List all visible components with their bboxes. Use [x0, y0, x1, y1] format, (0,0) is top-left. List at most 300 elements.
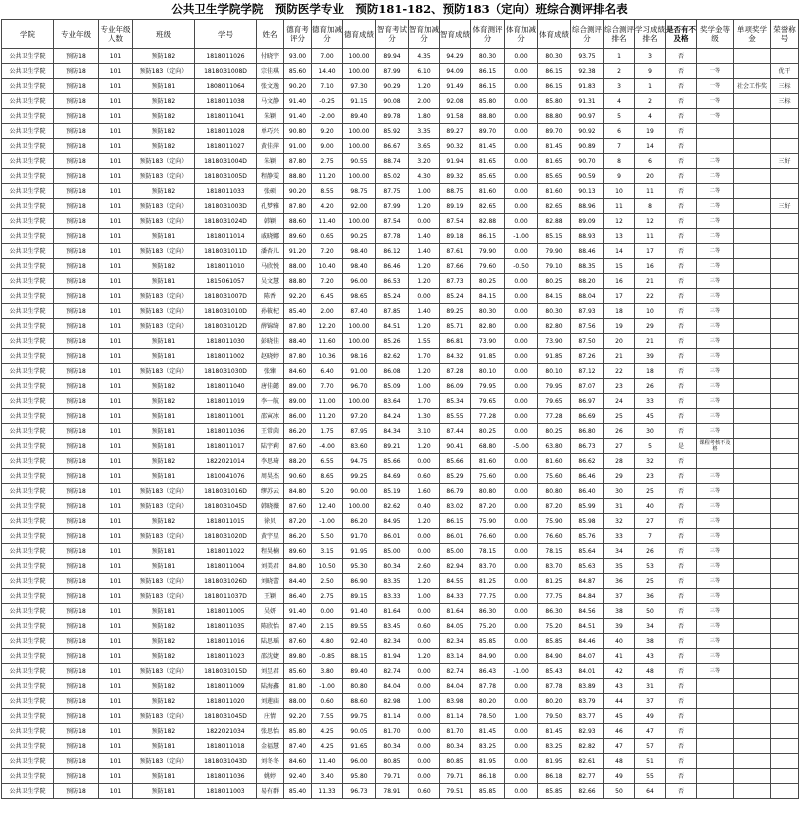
table-cell: [734, 229, 771, 244]
table-cell: [734, 514, 771, 529]
table-cell: 89.00: [284, 379, 312, 394]
table-cell: 86.40: [284, 589, 312, 604]
table-cell: 101: [99, 79, 133, 94]
table-cell: 63.80: [538, 439, 571, 454]
table-cell: 50: [635, 604, 666, 619]
table-cell: 公共卫生学院: [2, 229, 54, 244]
table-cell: 40: [604, 634, 635, 649]
table-cell: 82.74: [376, 664, 409, 679]
table-cell: 预防183（定向）: [133, 199, 195, 214]
table-cell: 预防183（定向）: [133, 64, 195, 79]
table-cell: [771, 529, 799, 544]
table-row: [2, 724, 799, 739]
table-cell: 三标: [771, 94, 799, 109]
table-cell: 32: [604, 514, 635, 529]
table-cell: 预防183（定向）: [133, 289, 195, 304]
table-cell: 80.25: [538, 274, 571, 289]
table-cell: 91.70: [343, 529, 376, 544]
table-cell: 否: [666, 619, 697, 634]
table-cell: 101: [99, 214, 133, 229]
table-cell: 预防183（定向）: [133, 154, 195, 169]
table-cell: 82.65: [538, 199, 571, 214]
table-cell: 公共卫生学院: [2, 319, 54, 334]
table-cell: 92.08: [440, 94, 471, 109]
table-cell: 81.45: [471, 724, 505, 739]
table-cell: 91.95: [343, 544, 376, 559]
table-cell: 77.75: [538, 589, 571, 604]
table-cell: [734, 124, 771, 139]
table-cell: 100.00: [343, 169, 376, 184]
table-cell: 100.00: [343, 124, 376, 139]
table-cell: 36: [635, 589, 666, 604]
table-cell: 否: [666, 739, 697, 754]
table-cell: 89.27: [440, 124, 471, 139]
table-cell: 预防18: [54, 64, 99, 79]
table-cell: [771, 244, 799, 259]
table-cell: 2.00: [312, 304, 343, 319]
table-cell: 预防181: [133, 229, 195, 244]
table-cell: 预防18: [54, 784, 99, 799]
table-cell: 80.20: [538, 694, 571, 709]
table-cell: 预防182: [133, 109, 195, 124]
table-cell: 86.73: [571, 439, 604, 454]
table-cell: 三等: [697, 364, 734, 379]
table-cell: 二等: [697, 154, 734, 169]
header-cell: 智育成绩: [440, 20, 471, 49]
header-cell: 奖学金等级: [697, 20, 734, 49]
table-cell: 83.33: [376, 589, 409, 604]
table-cell: 6.40: [312, 364, 343, 379]
table-cell: 5: [604, 109, 635, 124]
table-cell: 86.01: [376, 529, 409, 544]
table-cell: 预防18: [54, 724, 99, 739]
table-cell: 1.20: [409, 439, 440, 454]
table-cell: 否: [666, 184, 697, 199]
table-cell: 公共卫生学院: [2, 634, 54, 649]
table-cell: -1.00: [312, 514, 343, 529]
table-cell: 预防18: [54, 709, 99, 724]
table-cell: 1818031003D: [195, 199, 257, 214]
table-cell: 10.40: [312, 259, 343, 274]
table-cell: [771, 349, 799, 364]
table-cell: 二等: [697, 199, 734, 214]
table-cell: 1818011001: [195, 409, 257, 424]
table-cell: 75.90: [538, 514, 571, 529]
table-cell: [771, 334, 799, 349]
table-cell: 82.65: [471, 199, 505, 214]
table-cell: 83.02: [440, 499, 471, 514]
table-cell: 11.40: [312, 754, 343, 769]
table-cell: 三等: [697, 529, 734, 544]
table-cell: 81.65: [471, 154, 505, 169]
table-cell: 96.00: [343, 274, 376, 289]
table-cell: 83.25: [471, 739, 505, 754]
table-cell: 101: [99, 754, 133, 769]
table-cell: 81.64: [440, 604, 471, 619]
table-cell: 22: [604, 364, 635, 379]
table-cell: 6.45: [312, 289, 343, 304]
table-cell: [734, 244, 771, 259]
table-cell: [771, 604, 799, 619]
table-cell: 84.46: [571, 634, 604, 649]
table-cell: [771, 754, 799, 769]
table-cell: [771, 439, 799, 454]
table-cell: 83.70: [471, 559, 505, 574]
table-cell: 否: [666, 64, 697, 79]
table-cell: 84.07: [571, 649, 604, 664]
table-cell: 11.20: [312, 169, 343, 184]
table-cell: 0.00: [505, 769, 538, 784]
table-cell: [697, 49, 734, 64]
table-cell: 101: [99, 244, 133, 259]
table-cell: 预防183（定向）: [133, 709, 195, 724]
table-cell: 89.55: [343, 619, 376, 634]
table-cell: 否: [666, 214, 697, 229]
table-cell: 23: [604, 379, 635, 394]
table-cell: 101: [99, 364, 133, 379]
table-cell: 86.90: [343, 574, 376, 589]
table-cell: [771, 694, 799, 709]
table-cell: [734, 499, 771, 514]
table-cell: 0.00: [505, 154, 538, 169]
table-cell: 1.20: [409, 319, 440, 334]
table-cell: 83.77: [571, 709, 604, 724]
table-cell: 三好: [771, 154, 799, 169]
table-cell: 85.40: [284, 304, 312, 319]
table-cell: [734, 574, 771, 589]
table-cell: 预防183（定向）: [133, 574, 195, 589]
table-cell: 5.20: [312, 484, 343, 499]
table-cell: [771, 259, 799, 274]
table-cell: 预防18: [54, 484, 99, 499]
table-cell: 公共卫生学院: [2, 94, 54, 109]
table-cell: 85.15: [538, 229, 571, 244]
table-cell: 预防183（定向）: [133, 304, 195, 319]
table-cell: 三等: [697, 634, 734, 649]
header-cell: 德育考评分: [284, 20, 312, 49]
table-cell: 1.00: [409, 379, 440, 394]
table-cell: 51: [635, 754, 666, 769]
table-cell: 84.24: [376, 409, 409, 424]
table-cell: 89.94: [376, 49, 409, 64]
table-cell: 19: [635, 124, 666, 139]
table-cell: 86.20: [284, 424, 312, 439]
table-cell: -2.00: [312, 109, 343, 124]
table-cell: 1818031008D: [195, 64, 257, 79]
table-cell: 赵晓婷: [257, 349, 284, 364]
table-cell: 85.29: [440, 469, 471, 484]
table-cell: [734, 469, 771, 484]
table-cell: 公共卫生学院: [2, 424, 54, 439]
table-cell: 80.80: [343, 679, 376, 694]
table-cell: 黄宇星: [257, 529, 284, 544]
table-cell: 84.01: [571, 664, 604, 679]
table-cell: 93.75: [571, 49, 604, 64]
table-cell: 84.15: [538, 289, 571, 304]
table-row: [2, 169, 799, 184]
table-cell: 否: [666, 574, 697, 589]
table-cell: 0.00: [505, 169, 538, 184]
table-cell: 77.75: [471, 589, 505, 604]
table-cell: 预防18: [54, 319, 99, 334]
table-cell: 3.10: [409, 424, 440, 439]
table-cell: 87.56: [571, 319, 604, 334]
table-cell: 预防18: [54, 349, 99, 364]
table-cell: [734, 274, 771, 289]
table-cell: 预防18: [54, 454, 99, 469]
table-cell: 97.30: [343, 79, 376, 94]
table-cell: [734, 64, 771, 79]
table-cell: 83.35: [376, 574, 409, 589]
table-cell: [734, 769, 771, 784]
table-cell: 79.90: [471, 244, 505, 259]
table-cell: 潘杏儿: [257, 244, 284, 259]
table-row: [2, 364, 799, 379]
table-cell: 85.00: [376, 544, 409, 559]
table-cell: 85.80: [471, 94, 505, 109]
table-cell: 公共卫生学院: [2, 214, 54, 229]
table-cell: 否: [666, 634, 697, 649]
table-cell: 0.00: [505, 64, 538, 79]
table-cell: 88.20: [284, 454, 312, 469]
table-cell: 87.61: [440, 244, 471, 259]
table-cell: 87.44: [440, 424, 471, 439]
table-cell: 91.40: [284, 109, 312, 124]
table-cell: 公共卫生学院: [2, 169, 54, 184]
table-cell: 预防18: [54, 229, 99, 244]
table-cell: 84.69: [376, 469, 409, 484]
table-cell: 预防18: [54, 274, 99, 289]
table-cell: 86.01: [440, 529, 471, 544]
table-cell: 19: [604, 319, 635, 334]
table-cell: [734, 484, 771, 499]
table-cell: 18: [635, 364, 666, 379]
table-cell: 81.70: [440, 724, 471, 739]
table-cell: [771, 109, 799, 124]
table-cell: [771, 454, 799, 469]
table-cell: [734, 559, 771, 574]
table-row: [2, 274, 799, 289]
table-cell: 1818011018: [195, 739, 257, 754]
table-cell: 89.15: [343, 589, 376, 604]
table-cell: 1818031020D: [195, 529, 257, 544]
table-row: [2, 709, 799, 724]
table-cell: 101: [99, 784, 133, 799]
table-cell: 91.85: [538, 349, 571, 364]
header-cell: 专业年级: [54, 20, 99, 49]
table-cell: 是: [666, 439, 697, 454]
table-cell: 90.60: [284, 469, 312, 484]
table-cell: 1818011037D: [195, 589, 257, 604]
table-cell: 公共卫生学院: [2, 784, 54, 799]
table-cell: 81.94: [376, 649, 409, 664]
table-cell: 否: [666, 499, 697, 514]
table-cell: 1818011035: [195, 619, 257, 634]
table-cell: 三等: [697, 424, 734, 439]
table-cell: 87.78: [471, 679, 505, 694]
table-cell: 否: [666, 379, 697, 394]
table-cell: 97.20: [343, 409, 376, 424]
table-cell: 80.20: [471, 694, 505, 709]
table-cell: 预防181: [133, 349, 195, 364]
table-cell: 75.90: [471, 514, 505, 529]
header-cell: 综合测评分: [571, 20, 604, 49]
table-cell: 4.20: [312, 199, 343, 214]
table-cell: 预防18: [54, 499, 99, 514]
table-cell: 98.40: [343, 244, 376, 259]
table-cell: 1818031043D: [195, 754, 257, 769]
table-cell: 25: [635, 574, 666, 589]
table-cell: 预防18: [54, 559, 99, 574]
table-cell: 85.40: [284, 784, 312, 799]
table-cell: 87.20: [284, 514, 312, 529]
table-cell: 83.25: [538, 739, 571, 754]
table-cell: 90.08: [376, 94, 409, 109]
table-cell: [734, 664, 771, 679]
table-cell: 韩晓薇: [257, 499, 284, 514]
table-cell: 100.00: [343, 49, 376, 64]
table-row: [2, 244, 799, 259]
table-cell: 0.00: [505, 589, 538, 604]
table-cell: 101: [99, 559, 133, 574]
table-row: [2, 259, 799, 274]
table-cell: [771, 634, 799, 649]
table-cell: 87.40: [284, 739, 312, 754]
table-cell: 86.46: [376, 259, 409, 274]
table-cell: 86.09: [440, 379, 471, 394]
table-cell: 1818031011D: [195, 244, 257, 259]
table-cell: 预防183（定向）: [133, 214, 195, 229]
table-cell: 公共卫生学院: [2, 589, 54, 604]
table-cell: 公共卫生学院: [2, 739, 54, 754]
table-cell: 12.20: [312, 319, 343, 334]
table-cell: 73.90: [471, 334, 505, 349]
table-cell: 90.59: [571, 169, 604, 184]
table-cell: 101: [99, 94, 133, 109]
table-cell: 否: [666, 304, 697, 319]
table-cell: 14: [635, 139, 666, 154]
table-cell: 81.60: [471, 184, 505, 199]
table-cell: 1.80: [409, 109, 440, 124]
table-cell: 9: [604, 169, 635, 184]
table-cell: 100.00: [343, 499, 376, 514]
table-cell: 公共卫生学院: [2, 724, 54, 739]
table-cell: 80.80: [538, 484, 571, 499]
table-cell: 一等: [697, 94, 734, 109]
table-cell: 86.15: [538, 64, 571, 79]
table-cell: 陆海鑫: [257, 679, 284, 694]
table-cell: 预防18: [54, 604, 99, 619]
table-cell: 0.00: [505, 349, 538, 364]
table-cell: 公共卫生学院: [2, 769, 54, 784]
table-cell: 82.66: [571, 784, 604, 799]
table-cell: 82.34: [376, 634, 409, 649]
table-cell: 公共卫生学院: [2, 124, 54, 139]
table-cell: 101: [99, 649, 133, 664]
table-cell: 0.00: [505, 289, 538, 304]
table-cell: [734, 724, 771, 739]
table-cell: 1818011036: [195, 424, 257, 439]
table-cell: 三等: [697, 379, 734, 394]
table-cell: 88.80: [538, 109, 571, 124]
table-cell: 预防182: [133, 634, 195, 649]
table-cell: 83.98: [440, 694, 471, 709]
table-cell: 预防181: [133, 784, 195, 799]
table-cell: 50: [604, 784, 635, 799]
table-cell: 0.00: [409, 454, 440, 469]
table-cell: [697, 709, 734, 724]
table-cell: [734, 529, 771, 544]
table-cell: 一等: [697, 64, 734, 79]
table-cell: 83.60: [343, 439, 376, 454]
table-cell: 92.20: [284, 709, 312, 724]
table-cell: 30: [635, 424, 666, 439]
table-cell: 87.40: [284, 619, 312, 634]
table-cell: 8: [604, 154, 635, 169]
table-cell: 82.62: [376, 499, 409, 514]
table-cell: [771, 394, 799, 409]
table-cell: 否: [666, 199, 697, 214]
table-cell: 101: [99, 664, 133, 679]
table-cell: 84.60: [284, 364, 312, 379]
table-cell: 否: [666, 349, 697, 364]
table-cell: 0.00: [505, 364, 538, 379]
table-cell: 48: [635, 664, 666, 679]
table-row: [2, 229, 799, 244]
table-cell: 0.00: [312, 604, 343, 619]
table-cell: [734, 169, 771, 184]
table-cell: 预防181: [133, 739, 195, 754]
table-row: [2, 349, 799, 364]
table-cell: 64: [635, 784, 666, 799]
table-cell: 否: [666, 259, 697, 274]
table-cell: 90.20: [284, 184, 312, 199]
table-cell: 82.34: [440, 634, 471, 649]
table-cell: 邵寅冰: [257, 409, 284, 424]
table-cell: 一等: [697, 109, 734, 124]
table-cell: 公共卫生学院: [2, 64, 54, 79]
table-cell: 82.62: [376, 349, 409, 364]
table-cell: 6: [635, 154, 666, 169]
table-row: [2, 694, 799, 709]
table-cell: 101: [99, 769, 133, 784]
table-cell: 预防181: [133, 79, 195, 94]
header-cell: 姓名: [257, 20, 284, 49]
table-cell: 48: [604, 754, 635, 769]
table-cell: 预防18: [54, 589, 99, 604]
table-cell: 否: [666, 514, 697, 529]
table-cell: 1818011004: [195, 559, 257, 574]
table-cell: 1818031045D: [195, 499, 257, 514]
table-cell: 81.80: [284, 679, 312, 694]
table-cell: 1.20: [409, 259, 440, 274]
table-cell: 1818031010D: [195, 304, 257, 319]
table-cell: 79.65: [538, 394, 571, 409]
table-cell: 84.90: [471, 649, 505, 664]
table-cell: 92.20: [284, 289, 312, 304]
header-cell: 智育考试分: [376, 20, 409, 49]
table-cell: 1.40: [409, 304, 440, 319]
table-cell: 预防18: [54, 664, 99, 679]
table-cell: 公共卫生学院: [2, 604, 54, 619]
table-row: [2, 649, 799, 664]
table-cell: 预防18: [54, 619, 99, 634]
table-cell: 79.65: [471, 394, 505, 409]
table-cell: 86.12: [376, 244, 409, 259]
table-cell: 85.85: [538, 784, 571, 799]
table-row: [2, 289, 799, 304]
table-cell: 4.80: [312, 634, 343, 649]
